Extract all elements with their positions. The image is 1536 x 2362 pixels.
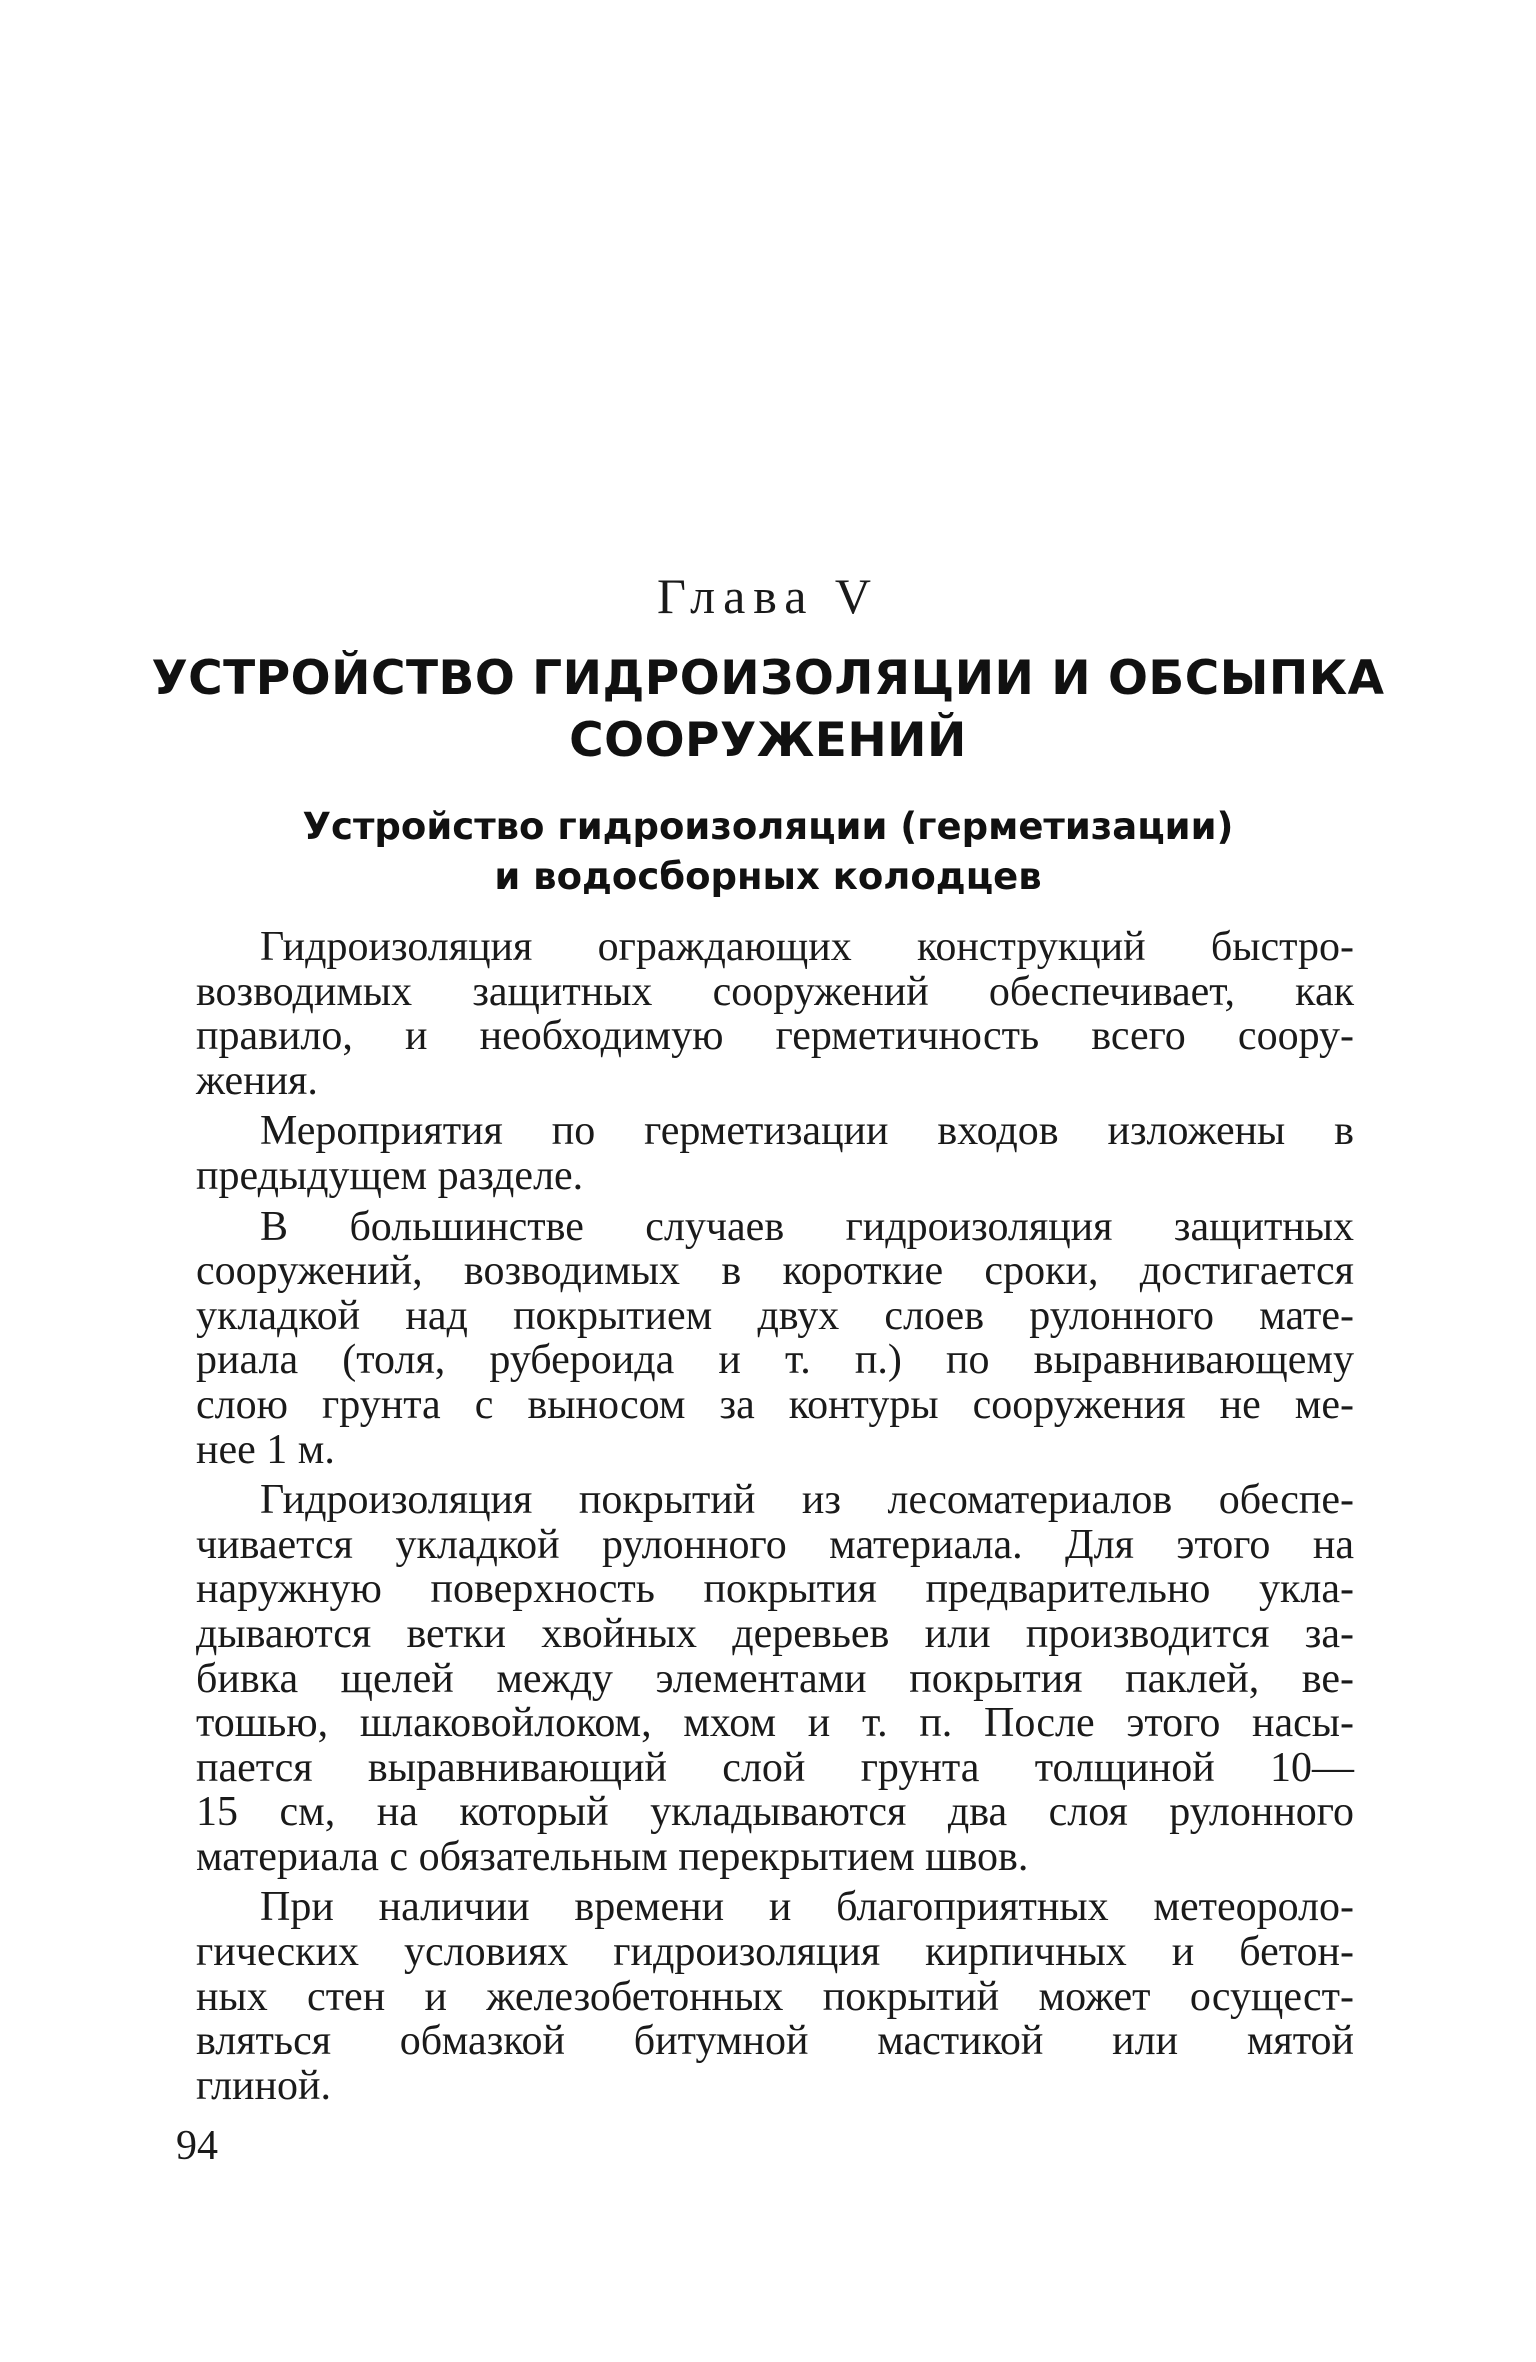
text-line: сооружений, возводимых в короткие сроки, достигается xyxy=(196,1248,1354,1295)
text-line: гических условиях гидроизоляция кирпичных и бетон- xyxy=(196,1929,1354,1976)
chapter-title xyxy=(0,648,1536,772)
section-title-line: Устройство гидроизоляции (герметизации) xyxy=(302,805,1234,848)
text-line: дываются ветки хвойных деревьев или производится за- xyxy=(196,1610,1354,1657)
text-line: В большинстве случаев гидроизоляция защитных xyxy=(260,1203,1354,1250)
text-line: Гидроизоляция покрытий из лесоматериалов обеспе- xyxy=(260,1477,1354,1524)
text-line: жения. xyxy=(196,1057,318,1104)
text-line: наружную поверхность покрытия предварительно укла- xyxy=(196,1566,1354,1613)
text-line: предыдущем разделе. xyxy=(196,1152,584,1199)
text-line: глиной. xyxy=(196,2062,331,2109)
body-text xyxy=(196,925,1354,2114)
paragraph xyxy=(196,1109,1354,1198)
text-line: Мероприятия по герметизации входов изложены в xyxy=(260,1108,1354,1155)
paragraph xyxy=(196,1478,1354,1879)
text-line: 15 см, на который укладываются два слоя рулонного xyxy=(196,1789,1354,1836)
chapter-title-line: УСТРОЙСТВО ГИДРОИЗОЛЯЦИИ И ОБСЫПКА xyxy=(151,651,1385,706)
text-line: правило, и необходимую герметичность всего соору- xyxy=(196,1013,1354,1060)
chapter-title-line: СООРУЖЕНИЙ xyxy=(569,713,967,768)
text-line: чивается укладкой рулонного материала. Для этого на xyxy=(196,1521,1354,1568)
text-line: Гидроизоляция ограждающих конструкций быстро- xyxy=(260,924,1354,970)
paragraph xyxy=(196,925,1354,1103)
text-line: вляться обмазкой битумной мастикой или мятой xyxy=(196,2018,1354,2065)
text-line: бивка щелей между элементами покрытия паклей, ве- xyxy=(196,1655,1354,1702)
text-line: возводимых защитных сооружений обеспечивает, как xyxy=(196,968,1354,1015)
section-title xyxy=(0,802,1536,902)
text-line: слою грунта с выносом за контуры сооружения не ме- xyxy=(196,1381,1354,1428)
text-line: тошью, шлаковойлоком, мхом и т. п. После этого насы- xyxy=(196,1700,1354,1747)
paragraph xyxy=(196,1885,1354,2108)
text-line: При наличии времени и благоприятных метеороло- xyxy=(260,1884,1354,1931)
text-line: материала с обязательным перекрытием швов. xyxy=(196,1833,1029,1880)
chapter-label: Глава V xyxy=(656,568,880,624)
page-number: 94 xyxy=(176,2123,218,2169)
text-line: пается выравнивающий слой грунта толщиной 10— xyxy=(196,1744,1354,1791)
paragraph xyxy=(196,1205,1354,1473)
text-line: риала (толя, рубероида и т. п.) по выравнивающему xyxy=(196,1337,1354,1384)
text-line: ных стен и железобетонных покрытий может осущест- xyxy=(196,1973,1354,2020)
text-line: укладкой над покрытием двух слоев рулонного мате- xyxy=(196,1292,1354,1339)
text-line: нее 1 м. xyxy=(196,1426,335,1473)
section-title-line: и водосборных колодцев xyxy=(494,855,1042,898)
